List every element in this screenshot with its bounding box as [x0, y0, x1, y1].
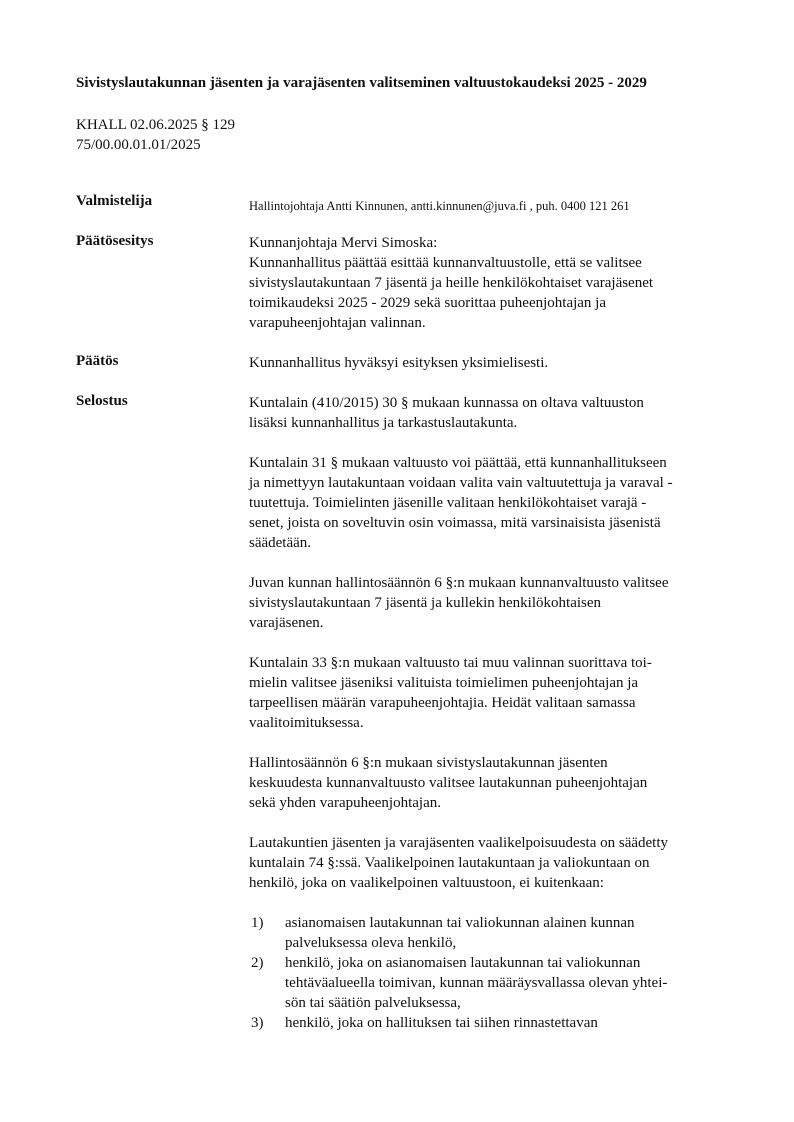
label-valmistelija: Valmistelija: [76, 193, 153, 209]
text-line: Kunnanhallitus päättää esittää kunnanvaltuustolle, että se valitsee: [249, 255, 642, 271]
label-selostus: Selostus: [76, 393, 128, 409]
text-line: asianomaisen lautakunnan tai valiokunnan alainen kunnan: [285, 915, 635, 931]
text-line: senet, joista on soveltuvin osin voimassa, mitä varsinaisista jäsenistä: [249, 515, 661, 531]
meeting-reference: KHALL 02.06.2025 § 129: [76, 117, 236, 133]
text-line: sekä yhden varapuheenjohtajan.: [249, 795, 442, 811]
label-paatos: Päätös: [76, 353, 119, 369]
paragraph: [249, 453, 749, 553]
paatos-text: Kunnanhallitus hyväksyi esityksen yksimielisesti.: [249, 355, 549, 371]
text-line: Kuntalain (410/2015) 30 § mukaan kunnassa on oltava valtuuston: [249, 395, 644, 411]
list-number: 3): [251, 1015, 264, 1031]
list-item: [249, 953, 749, 1013]
ineligibility-list: [249, 913, 749, 1033]
paatosesitys-text: [249, 233, 749, 333]
text-line: tehtäväalueella toimivan, kunnan määräysvallassa olevan yhtei-: [285, 975, 668, 991]
text-line: Hallintosäännön 6 §:n mukaan sivistyslautakunnan jäsenten: [249, 755, 608, 771]
list-item: [249, 913, 749, 953]
text-line: sivistyslautakuntaan 7 jäsentä ja kullekin henkilökohtaisen: [249, 595, 602, 611]
case-number: 75/00.00.01.01/2025: [76, 137, 201, 153]
text-line: henkilö, joka on vaalikelpoinen valtuustoon, ei kuitenkaan:: [249, 875, 604, 891]
paragraph: [249, 833, 749, 893]
text-line: säädetään.: [249, 535, 312, 551]
text-line: Kunnanjohtaja Mervi Simoska:: [249, 235, 438, 251]
list-number: 1): [251, 915, 264, 931]
text-line: tuutettuja. Toimielinten jäsenille valitaan henkilökohtaiset varajä -: [249, 495, 647, 511]
text-line: toimikaudeksi 2025 - 2029 sekä suorittaa puheenjohtajan ja: [249, 295, 606, 311]
text-line: palveluksessa oleva henkilö,: [285, 935, 457, 951]
text-line: vaalitoimituksessa.: [249, 715, 364, 731]
paragraph: [249, 653, 749, 733]
selostus-text: [249, 393, 749, 1033]
list-number: 2): [251, 955, 264, 971]
text-line: Kuntalain 33 §:n mukaan valtuusto tai muu valinnan suorittava toi-: [249, 655, 652, 671]
paragraph: [249, 753, 749, 813]
label-paatosesitys: Päätösesitys: [76, 233, 154, 249]
text-line: mielin valitsee jäseniksi valituista toimielimen puheenjohtajan ja: [249, 675, 639, 691]
paragraph: [249, 573, 749, 633]
list-item: [249, 1013, 749, 1033]
text-line: varajäsenen.: [249, 615, 324, 631]
text-line: Kuntalain 31 § mukaan valtuusto voi päättää, että kunnanhallitukseen: [249, 455, 667, 471]
text-line: kuntalain 74 §:ssä. Vaalikelpoinen lautakuntaan ja valiokuntaan on: [249, 855, 650, 871]
meta-block: [76, 115, 235, 155]
text-line: Lautakuntien jäsenten ja varajäsenten vaalikelpoisuudesta on säädetty: [249, 835, 669, 851]
text-line: sön tai säätiön palveluksessa,: [285, 995, 461, 1011]
document-title: Sivistyslautakunnan jäsenten ja varajäsenten valitseminen valtuustokaudeksi 2025 - 2029: [76, 75, 647, 91]
valmistelija-text: Hallintojohtaja Antti Kinnunen, antti.kinnunen@juva.fi , puh. 0400 121 261: [249, 199, 630, 213]
text-line: henkilö, joka on asianomaisen lautakunnan tai valiokunnan: [285, 955, 641, 971]
text-line: ja nimettyyn lautakuntaan voidaan valita vain valtuutettuja ja varaval -: [249, 475, 673, 491]
text-line: keskuudesta kunnanvaltuusto valitsee lautakunnan puheenjohtajan: [249, 775, 648, 791]
paragraph: [249, 393, 749, 433]
text-line: sivistyslautakuntaan 7 jäsentä ja heille henkilökohtaiset varajäsenet: [249, 275, 654, 291]
text-line: tarpeellisen määrän varapuheenjohtajia. Heidät valitaan samassa: [249, 695, 636, 711]
text-line: varapuheenjohtajan valinnan.: [249, 315, 426, 331]
text-line: Juvan kunnan hallintosäännön 6 §:n mukaan kunnanvaltuusto valitsee: [249, 575, 669, 591]
text-line: henkilö, joka on hallituksen tai siihen rinnastettavan: [285, 1015, 598, 1031]
text-line: lisäksi kunnanhallitus ja tarkastuslautakunta.: [249, 415, 518, 431]
